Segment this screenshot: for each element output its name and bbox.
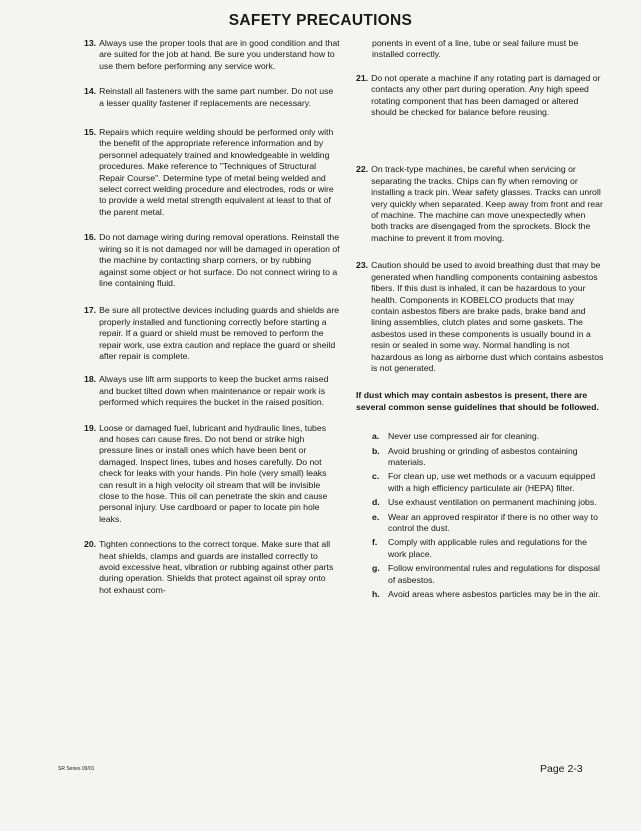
- guideline-item: [372, 512, 604, 535]
- item-number: 21.: [356, 72, 369, 83]
- item-text: Do not operate a machine if any rotating part is damaged or contacts any other part during operation. Any high speed rotating component that has been damaged or altered should be checked for balance before reusing.: [371, 72, 601, 118]
- item-number: 16.: [84, 232, 97, 243]
- item-text: Loose or damaged fuel, lubricant and hydraulic lines, tubes and hoses can cause fires. Do not bend or strike high pressure lines or install ones which have been bent or damaged. Inspect lines, tubes and hoses carefully. Do not check for leaks with your hands. Pin hole (very small) leaks can result in a high velocity oil stream that will be invisible close to the hose. This oil can penetrate the skin and cause personal injury. Use cardboard or paper to locate pin hole leaks.: [99, 422, 328, 524]
- page-number: Page 2-3: [540, 763, 583, 775]
- item-20: [84, 539, 340, 596]
- guideline-text: Comply with applicable rules and regulations for the work place.: [388, 537, 587, 559]
- item-text: On track-type machines, be careful when servicing or separating the tracks. Chips can fly when removing or installing a track pin. Wear safety glasses. Tracks can unroll very quickly when separated. Keep away from front and rear of machine. The machine can move unexpectedly when both tracks are disengaged from the sprockets. Block the machine to prevent it from moving.: [371, 164, 603, 243]
- item-number: 17.: [84, 305, 97, 316]
- item-18: [84, 374, 340, 408]
- item-number: 20.: [84, 539, 97, 550]
- guideline-text: Avoid areas where asbestos particles may be in the air.: [388, 589, 601, 600]
- guideline-letter: a.: [372, 431, 380, 442]
- guideline-letter: g.: [372, 563, 380, 574]
- guideline-letter: c.: [372, 471, 380, 482]
- item-number: 14.: [84, 86, 97, 97]
- item-number: 13.: [84, 38, 97, 48]
- item-15: [84, 127, 340, 218]
- item-14: [84, 86, 340, 109]
- item-text: Be sure all protective devices including guards and shields are properly installed and functioning correctly before starting a repair. If a guard or shield must be removed to perform the repair work, use extra caution and replace the guard or sheild after repair is complete.: [99, 305, 340, 361]
- item-23: [356, 260, 604, 374]
- guideline-letter: e.: [372, 511, 380, 522]
- item-text: Always use lift arm supports to keep the bucket arms raised and bucket tilted down when maintenance or repair work is performed which requires the bucket in the raised position.: [99, 374, 329, 408]
- guideline-letter: h.: [372, 589, 380, 600]
- guideline-letter: b.: [372, 445, 380, 456]
- guideline-item: [372, 431, 604, 442]
- guideline-text: Never use compressed air for cleaning.: [388, 431, 540, 442]
- guideline-text: Use exhaust ventilation on permanent machining jobs.: [388, 497, 597, 508]
- item-17: [84, 305, 340, 362]
- right-column: [356, 38, 604, 600]
- guideline-list: [356, 431, 604, 600]
- item-20-continuation: ponents in event of a line, tube or seal failure must be installed correctly.: [372, 38, 579, 60]
- item-16: [84, 232, 340, 289]
- guideline-item: [372, 589, 604, 600]
- series-footer: SR Series 09/01: [58, 766, 95, 772]
- guideline-item: [372, 563, 604, 586]
- item-text: Reinstall all fasteners with the same part number. Do not use a lesser quality fastener if replacements are necessary.: [99, 86, 334, 108]
- item-21: [356, 73, 604, 119]
- item-text: Repairs which require welding should be performed only with the benefit of the appropriate reference information and by personnel adequately trained and knowledgeable in welding procedures. Make reference to "Techniques of Structural Repair Course". Determine type of metal being welded and select correct welding procedure and electrodes, rods or wire to provide a weld metal strength equivalent at least to that of the parent metal.: [99, 127, 334, 217]
- item-number: 23.: [356, 260, 369, 271]
- item-number: 22.: [356, 164, 369, 175]
- page-title: SAFETY PRECAUTIONS: [228, 12, 413, 29]
- item-number: 18.: [84, 374, 97, 385]
- item-19: [84, 423, 340, 526]
- guideline-letter: f.: [372, 537, 378, 548]
- guideline-letter: d.: [372, 497, 380, 508]
- item-text: Caution should be used to avoid breathing dust that may be generated when handling components containing asbestos fibers. If this dust is inhaled, it can be hazardous to your health. Components in KOBELCO products that may contain asbestos fibers are brake pads, brake band and lining assemblies, clutch plates and some gaskets. The asbestos used in these components is usually bound in a resin or sealed in some way. Normal handling is not hazardous as long as airborne dust which contains asbestos is not generated.: [371, 260, 604, 373]
- guideline-text: Avoid brushing or grinding of asbestos containing materials.: [388, 445, 578, 467]
- asbestos-notice: If dust which may contain asbestos is present, there are several common sense guidelines that should be followed.: [356, 390, 599, 412]
- item-number: 19.: [84, 422, 97, 433]
- item-text: Tighten connections to the correct torque. Make sure that all heat shields, clamps and guards are installed correctly to avoid excessive heat, vibration or rubbing against other parts during operation. Shields that protect against oil spray onto hot exhaust com-: [99, 539, 334, 595]
- guideline-text: Wear an approved respirator if there is no other way to control the dust.: [388, 511, 598, 533]
- item-13: [84, 38, 340, 72]
- guideline-text: Follow environmental rules and regulations for disposal of asbestos.: [388, 563, 600, 585]
- left-column: [84, 38, 340, 596]
- item-text: Always use the proper tools that are in good condition and that are suited for the job at hand. Be sure you understand how to use them before performing any service work.: [99, 38, 340, 71]
- guideline-item: [372, 497, 604, 508]
- item-22: [356, 164, 604, 244]
- guideline-item: [372, 471, 604, 494]
- guideline-item: [372, 537, 604, 560]
- guideline-text: For clean up, use wet methods or a vacuum equipped with a high efficiency particulate air (HEPA) filter.: [388, 471, 596, 493]
- item-number: 15.: [84, 127, 97, 138]
- guideline-item: [372, 446, 604, 469]
- item-text: Do not damage wiring during removal operations. Reinstall the wiring so it is not damaged nor will be damaged in operation of the machine by contacting sharp corners, or by rubbing against some object or hot surface. Do not connect wiring to a line containing fluid.: [99, 232, 340, 288]
